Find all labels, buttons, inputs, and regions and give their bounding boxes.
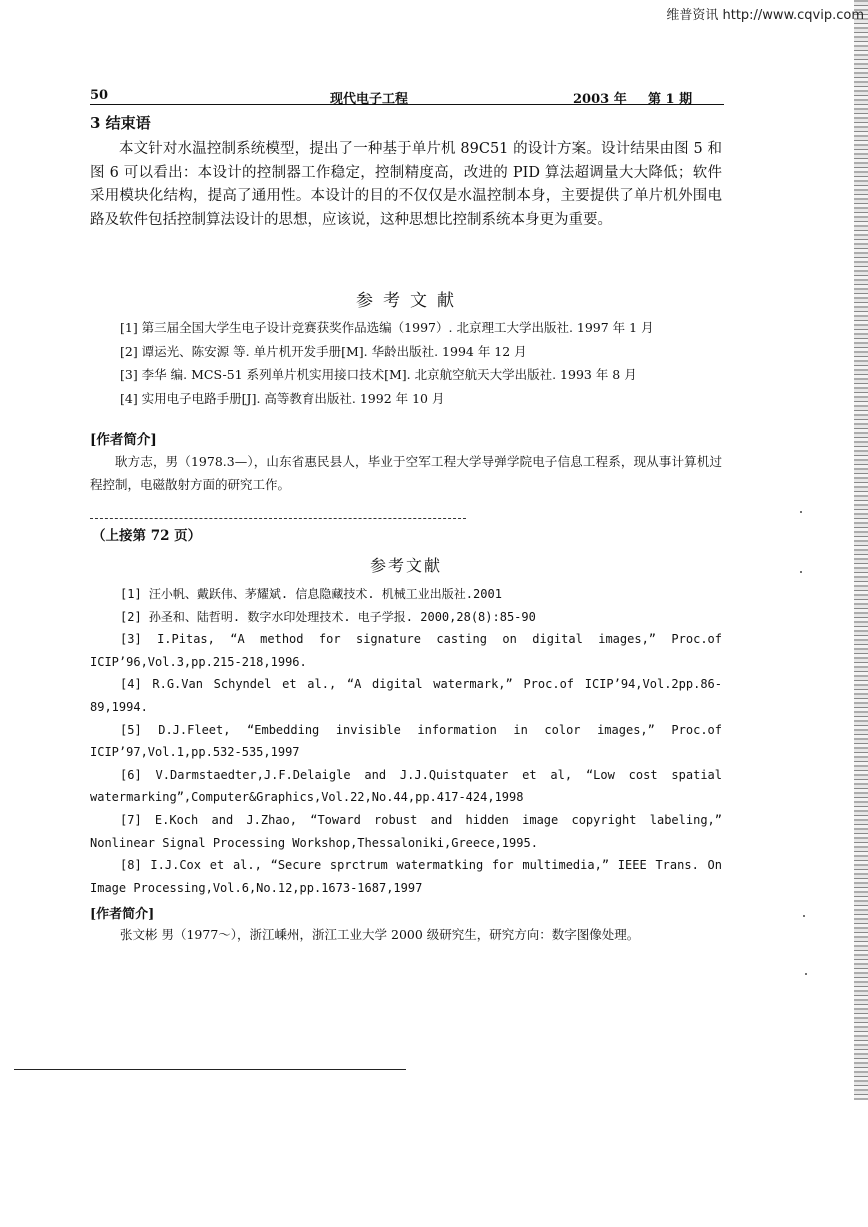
scan-speck [803, 915, 805, 917]
reference-item: [1] 第三届全国大学生电子设计竞赛获奖作品选编（1997）. 北京理工大学出版社. 1997 年 1 月 [120, 320, 654, 335]
footer-rule [14, 1069, 406, 1070]
reference-item: [6] V.Darmstaedter,J.F.Delaigle and J.J.Quistquater et al, “Low cost spatial watermarking”,Computer&Graphics,Vol.22,No.44,pp.417-424,1998 [90, 767, 722, 805]
continued-note: （上接第 72 页） [92, 528, 202, 544]
scan-edge-artifact [854, 0, 868, 1100]
scan-speck [805, 973, 807, 975]
references-list-1 [120, 316, 730, 410]
conclusion-text: 本文针对水温控制系统模型，提出了一种基于单片机 89C51 的设计方案。设计结果由图 5 和图 6 可以看出：本设计的控制器工作稳定，控制精度高，改进的 PID 算法超调量大大降低；软件采用模块化结构，提高了通用性。本设计的目的不仅仅是水温控制本身，主要提供了单片机外围电路及软件包括控制算法设计的思想，应该说，这种思想比控制系统本身更为重要。 [90, 141, 722, 228]
page-number: 50 [90, 88, 109, 103]
reference-item: [2] 谭运光、陈安源 等. 单片机开发手册[M]. 华龄出版社. 1994 年 12 月 [120, 343, 527, 359]
author-bio-text-2: 张文彬 男（1977～），浙江嵊州，浙江工业大学 2000 级研究生，研究方向：数字图像处理。 [120, 927, 640, 942]
scan-speck [800, 511, 802, 513]
author-bio-text-1: 耿方志，男（1978.3—），山东省惠民县人，毕业于空军工程大学导弹学院电子信息工程系，现从事计算机过程控制，电磁散射方面的研究工作。 [90, 454, 722, 492]
reference-item: [1] 汪小帆、戴跃伟、茅耀斌. 信息隐藏技术. 机械工业出版社.2001 [120, 587, 502, 601]
journal-name: 现代电子工程 [330, 92, 409, 107]
reference-item: [8] I.J.Cox et al., “Secure sprctrum watermatking for multimedia,” IEEE Trans. On Image Processing,Vol.6,No.12,pp.1673-1687,1997 [90, 858, 722, 895]
issue-number: 第 1 期 [648, 92, 693, 107]
author-bio-heading-2: [作者简介] [90, 907, 155, 922]
reference-item: [2] 孙圣和、陆哲明. 数字水印处理技术. 电子学报. 2000,28(8):85-90 [120, 609, 536, 624]
reference-item: [3] I.Pitas, “A method for signature casting on digital images,” Proc.of ICIP’96,Vol.3,pp.215-218,1996. [90, 632, 722, 669]
conclusion-paragraph [90, 138, 722, 232]
references-title-1: 参考文献 [356, 291, 464, 311]
scan-speck [800, 571, 802, 573]
reference-item: [5] D.J.Fleet, “Embedding invisible information in color images,” Proc.of ICIP’97,Vol.1,pp.532-535,1997 [90, 722, 722, 760]
reference-item: [3] 李华 编. MCS-51 系列单片机实用接口技术[M]. 北京航空航天大学出版社. 1993 年 8 月 [120, 367, 637, 382]
reference-item: [4] 实用电子电路手册[J]. 高等教育出版社. 1992 年 10 月 [120, 390, 445, 406]
author-bio-heading-1: [作者简介] [90, 432, 157, 448]
reference-item: [4] R.G.Van Schyndel et al., “A digital watermark,” Proc.of ICIP’94,Vol.2pp.86-89,1994. [90, 677, 722, 714]
reference-item: [7] E.Koch and J.Zhao, “Toward robust and hidden image copyright labeling,” Nonlinear Signal Processing Workshop,Thessaloniki,Greece,1995. [90, 812, 722, 850]
watermark-text: 维普资讯 http://www.cqvip.com [666, 8, 864, 23]
header-rule [90, 104, 724, 105]
section-divider [90, 518, 466, 519]
author-bio-1 [90, 450, 722, 496]
references-title-2: 参考文献 [370, 556, 443, 575]
issue-year: 2003 年 [573, 92, 627, 107]
conclusion-heading: 3 结束语 [90, 114, 151, 132]
references-list-2 [90, 583, 722, 899]
